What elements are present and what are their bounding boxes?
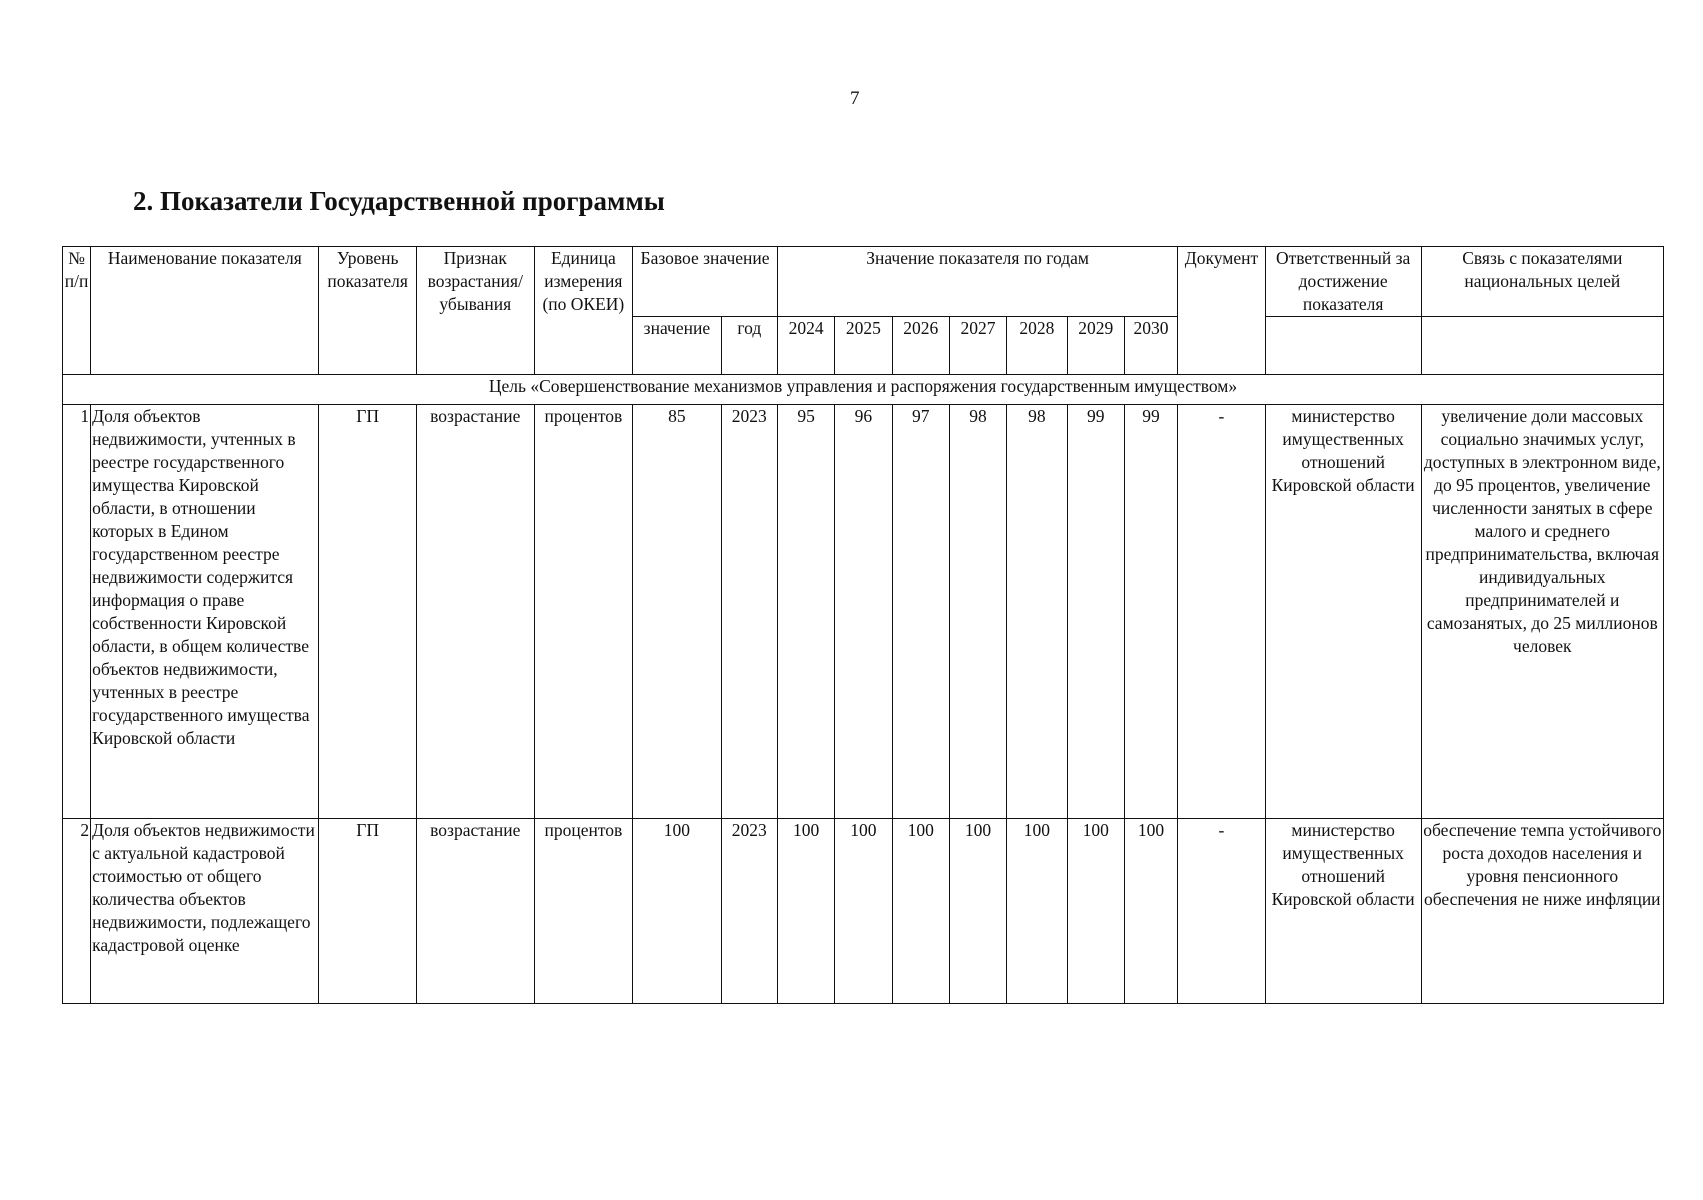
row-base-value: 100	[633, 819, 721, 1004]
header-document: Документ	[1178, 247, 1265, 375]
page-number: 7	[850, 88, 860, 109]
header-year-2027: 2027	[949, 317, 1006, 375]
header-level: Уровень показателя	[319, 247, 417, 375]
header-link: Связь с показателями национальных целей	[1421, 247, 1663, 317]
row-link: обеспечение темпа устойчивого роста доходов населения и уровня пенсионного обеспечения не ниже инфляции	[1421, 819, 1663, 1004]
row-document: -	[1178, 819, 1265, 1004]
row-value-2029: 100	[1067, 819, 1124, 1004]
row-trend: возрастание	[416, 819, 534, 1004]
header-values-by-year: Значение показателя по годам	[777, 247, 1177, 317]
row-value-2030: 100	[1124, 819, 1177, 1004]
header-year-2025: 2025	[835, 317, 892, 375]
row-unit: процентов	[534, 405, 633, 819]
header-unit: Единица измерения (по ОКЕИ)	[534, 247, 633, 375]
goal-text: Цель «Совершенствование механизмов управления и распоряжения государственным имуществом»	[63, 375, 1664, 405]
header-link-empty	[1421, 317, 1663, 375]
header-year-2028: 2028	[1007, 317, 1067, 375]
row-responsible: министерство имущественных отношений Кировской области	[1265, 819, 1421, 1004]
indicators-table	[62, 246, 1664, 1004]
header-num: № п/п	[63, 247, 91, 375]
header-trend: Признак возрастания/ убывания	[416, 247, 534, 375]
header-responsible: Ответственный за достижение показателя	[1265, 247, 1421, 317]
row-level: ГП	[319, 819, 417, 1004]
row-base-year: 2023	[721, 405, 777, 819]
row-value-2024: 95	[777, 405, 834, 819]
row-responsible: министерство имущественных отношений Кировской области	[1265, 405, 1421, 819]
row-link: увеличение доли массовых социально значимых услуг, доступных в электронном виде, до 95 процентов, увеличение численности занятых в сфере малого и среднего предпринимательства, включая индивидуальных предпринимателей и самозанятых, до 25 миллионов человек	[1421, 405, 1663, 819]
row-value-2025: 96	[835, 405, 892, 819]
row-value-2024: 100	[777, 819, 834, 1004]
header-year-2026: 2026	[892, 317, 949, 375]
header-year-2024: 2024	[777, 317, 834, 375]
row-value-2030: 99	[1124, 405, 1177, 819]
row-num: 2	[63, 819, 91, 1004]
table-row	[63, 405, 1664, 819]
row-value-2028: 98	[1007, 405, 1067, 819]
row-unit: процентов	[534, 819, 633, 1004]
row-name: Доля объектов недвижимости с актуальной кадастровой стоимостью от общего количества объектов недвижимости, подлежащего кадастровой оценке	[91, 819, 319, 1004]
row-value-2029: 99	[1067, 405, 1124, 819]
row-base-value: 85	[633, 405, 721, 819]
row-base-year: 2023	[721, 819, 777, 1004]
row-value-2026: 100	[892, 819, 949, 1004]
row-name: Доля объектов недвижимости, учтенных в реестре государственного имущества Кировской области, в отношении которых в Едином государственном реестре недвижимости содержится информация о праве собственности Кировской области, в общем количестве объектов недвижимости, учтенных в реестре государственного имущества Кировской области	[91, 405, 319, 819]
section-title: 2. Показатели Государственной программы	[133, 186, 665, 216]
row-value-2025: 100	[835, 819, 892, 1004]
header-row-1	[63, 247, 1664, 317]
row-value-2027: 98	[949, 405, 1006, 819]
header-year-2030: 2030	[1124, 317, 1177, 375]
table-row	[63, 819, 1664, 1004]
header-base-year: год	[721, 317, 777, 375]
header-base: Базовое значение	[633, 247, 778, 317]
row-level: ГП	[319, 405, 417, 819]
row-document: -	[1178, 405, 1265, 819]
header-base-value: значение	[633, 317, 721, 375]
goal-row	[63, 375, 1664, 405]
header-year-2029: 2029	[1067, 317, 1124, 375]
row-value-2028: 100	[1007, 819, 1067, 1004]
row-value-2026: 97	[892, 405, 949, 819]
header-responsible-empty	[1265, 317, 1421, 375]
row-value-2027: 100	[949, 819, 1006, 1004]
header-name: Наименование показателя	[91, 247, 319, 375]
row-trend: возрастание	[416, 405, 534, 819]
row-num: 1	[63, 405, 91, 819]
